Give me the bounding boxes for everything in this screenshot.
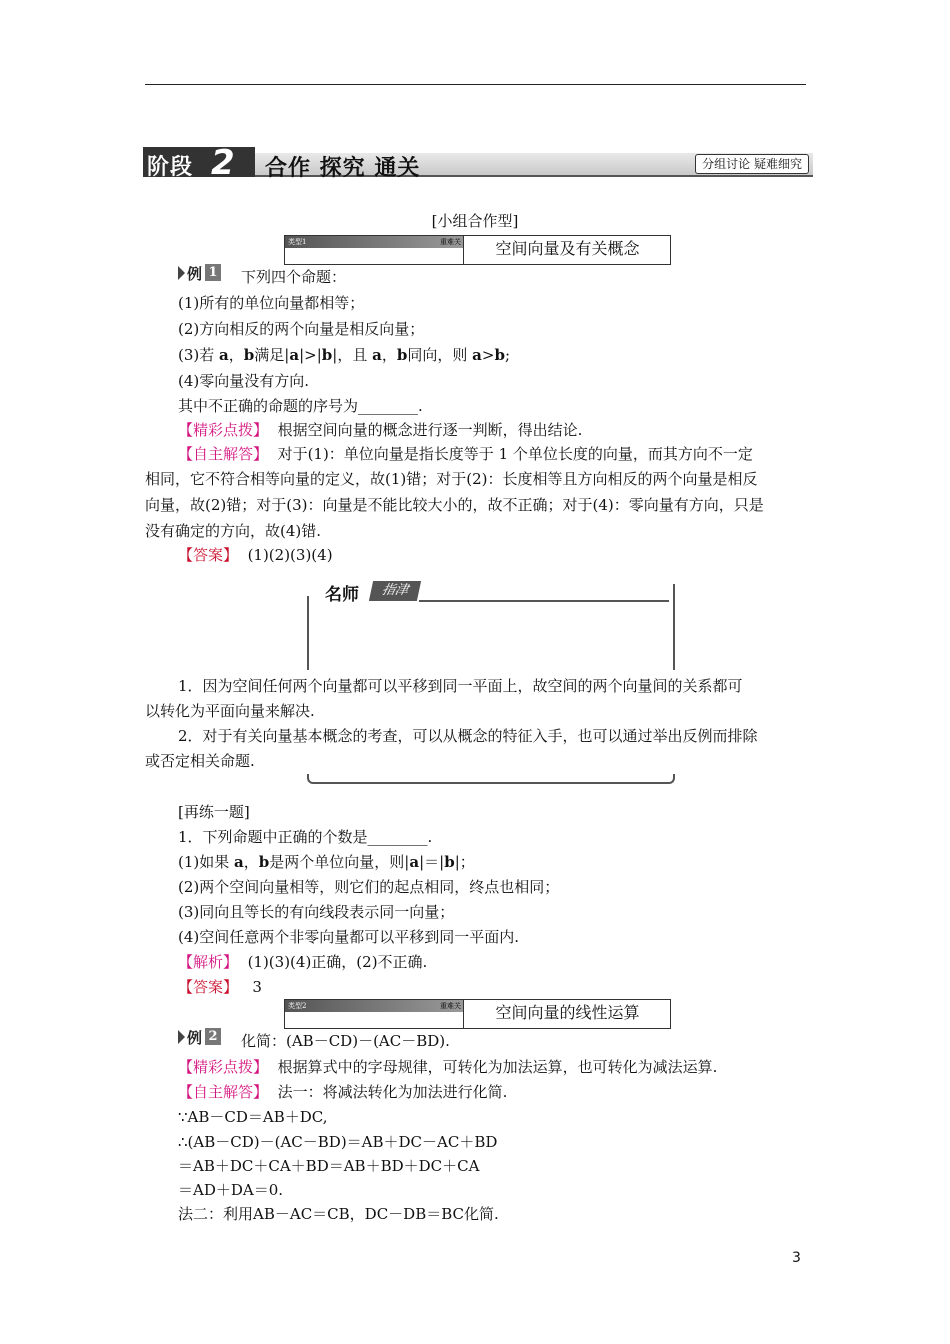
- vector-a: a: [372, 346, 382, 364]
- type-title: 空间向量的线性运算: [463, 1000, 671, 1028]
- solution-label: 【自主解答】: [178, 1083, 269, 1101]
- ex1-solution-line2: 相同，它不符合相等向量的定义，故(1)错；对于(2)：长度相等且方向相反的两个向量是相反: [145, 470, 758, 488]
- header-rule: [145, 84, 806, 85]
- vector-a: a: [409, 853, 420, 871]
- vector-b: b: [321, 346, 333, 364]
- example-badge-1: [178, 264, 222, 282]
- tips-word-2: 指津: [369, 581, 421, 601]
- text: |>|: [299, 346, 322, 364]
- stage-number: 2: [211, 143, 235, 183]
- ex1-answer: [178, 544, 333, 565]
- text: 同向，则: [407, 346, 473, 364]
- ex1-hint: [178, 419, 582, 440]
- practice-question: 1．下列命题中正确的个数是________.: [178, 828, 433, 846]
- hint-text: 根据空间向量的概念进行逐一判断，得出结论.: [277, 421, 583, 439]
- ex2-step3: ＝AB＋DC＋CA＋BD＝AB＋BD＋DC＋CA: [178, 1157, 480, 1175]
- ex1-item1: (1)所有的单位向量都相等；: [178, 294, 365, 312]
- answer-label: 【答案】: [178, 546, 239, 564]
- stage-banner: [143, 143, 813, 183]
- ex1-item4: (4)零向量没有方向.: [178, 372, 310, 390]
- example-badge-2: [178, 1028, 222, 1046]
- analysis-label: 【解析】: [178, 953, 239, 971]
- triangle-icon: [178, 266, 185, 280]
- text: >: [481, 346, 495, 364]
- banner-title: 合作 探究 通关: [265, 156, 421, 181]
- text: 是两个单位向量，则|: [269, 853, 410, 871]
- text: ，: [243, 853, 259, 871]
- practice-item1: [178, 851, 475, 872]
- vector-b: b: [396, 346, 408, 364]
- ex2-step1: ∵AB－CD＝AB＋DC,: [178, 1108, 328, 1126]
- solution-label: 【自主解答】: [178, 445, 269, 463]
- vector-b: b: [258, 853, 270, 871]
- section-label: [小组合作型]: [431, 212, 519, 230]
- practice-analysis: [178, 951, 427, 972]
- tips-p1-line1: 1．因为空间任何两个向量都可以平移到同一平面上，故空间的两个向量间的关系都可: [178, 677, 743, 695]
- tips-bottom-line: [307, 774, 675, 784]
- tips-left-line: [307, 596, 309, 670]
- type-bar-2-tab: [285, 1000, 463, 1012]
- hint-label: 【精彩点拨】: [178, 1058, 269, 1076]
- text: ;: [504, 346, 510, 364]
- vector-b: b: [494, 346, 505, 364]
- tips-p1-line2: 以转化为平面向量来解决.: [145, 702, 315, 720]
- text: (1)如果: [178, 853, 235, 871]
- example-word: 例: [187, 1029, 203, 1047]
- vector-b: b: [243, 346, 255, 364]
- ex2-step5: 法二：利用AB－AC＝CB，DC－DB＝BC化简.: [178, 1205, 499, 1223]
- ex2-solution: [178, 1081, 507, 1102]
- example-word: 例: [187, 265, 203, 283]
- ex1-item3: [178, 344, 510, 365]
- practice-item2: (2)两个空间向量相等，则它们的起点相同，终点也相同；: [178, 878, 560, 896]
- text: |；: [454, 853, 475, 871]
- tips-p2-line1: 2．对于有关向量基本概念的考查，可以从概念的特征入手，也可以通过举出反例而排除: [178, 727, 758, 745]
- text: ，: [228, 346, 244, 364]
- triangle-icon: [178, 1030, 185, 1044]
- answer-label: 【答案】: [178, 978, 239, 996]
- example-number: 2: [205, 1028, 221, 1045]
- type-bar-1-tab: [285, 236, 463, 248]
- ex1-solution-line3: 向量，故(2)错；对于(3)：向量是不能比较大小的，故不正确；对于(4)：零向量有方向，只是: [145, 496, 764, 514]
- banner-tag: 分组讨论 疑难细究: [695, 154, 809, 174]
- practice-item3: (3)同向且等长的有向线段表示同一向量；: [178, 903, 455, 921]
- ex2-step2: ∴(AB－CD)－(AC－BD)＝AB＋DC－AC＋BD: [178, 1133, 498, 1151]
- solution-text: 法一：将减法转化为加法进行化简.: [277, 1083, 508, 1101]
- text: |，且: [332, 346, 373, 364]
- type-tag: 类型1: [288, 238, 307, 246]
- ex2-hint: [178, 1056, 717, 1077]
- text: 满足|: [254, 346, 290, 364]
- hint-label: 【精彩点拨】: [178, 421, 269, 439]
- ex1-solution-line1: [178, 443, 753, 464]
- solution-text: 对于(1)：单位向量是指长度等于 1 个单位长度的向量，而其方向不一定: [277, 445, 753, 463]
- ex1-intro: 下列四个命题：: [241, 268, 347, 286]
- stage-box: [143, 143, 255, 183]
- hint-text: 根据算式中的字母规律，可转化为加法运算，也可转化为减法运算.: [277, 1058, 718, 1076]
- teacher-tips-header: [317, 578, 427, 604]
- analysis-text: (1)(3)(4)正确，(2)不正确.: [247, 953, 428, 971]
- page-number: 3: [792, 1250, 801, 1266]
- tips-p2-line2: 或否定相关命题.: [145, 752, 255, 770]
- ex1-question: 其中不正确的命题的序号为________.: [178, 397, 423, 415]
- stage-word: 阶段: [147, 155, 194, 180]
- answer-text: 3: [252, 978, 262, 996]
- example-number: 1: [205, 264, 221, 281]
- practice-item4: (4)空间任意两个非零向量都可以平移到同一平面内.: [178, 928, 520, 946]
- practice-answer: [178, 976, 262, 997]
- tips-word-1: 名师: [325, 585, 359, 605]
- ex2-step4: ＝AD＋DA＝0.: [178, 1181, 284, 1199]
- type-title: 空间向量及有关概念: [463, 236, 671, 264]
- text: (3)若: [178, 346, 220, 364]
- text: |＝|: [419, 853, 445, 871]
- practice-label: [再练一题]: [178, 803, 250, 821]
- vector-a: a: [289, 346, 300, 364]
- ex1-item2: (2)方向相反的两个向量是相反向量；: [178, 320, 425, 338]
- type-bar-1: [284, 235, 671, 265]
- vector-a: a: [219, 346, 229, 364]
- ex1-solution-line4: 没有确定的方向，故(4)错.: [145, 522, 322, 540]
- ex2-intro: 化简：(AB－CD)－(AC－BD).: [241, 1032, 450, 1050]
- tips-right-line: [673, 584, 675, 670]
- type-tag: 类型2: [288, 1002, 307, 1010]
- type-right-tag: 重难关: [440, 238, 461, 246]
- text: ，: [381, 346, 397, 364]
- tips-top-line: [419, 600, 669, 602]
- type-right-tag: 重难关: [440, 1002, 461, 1010]
- answer-text: (1)(2)(3)(4): [247, 546, 333, 564]
- vector-a: a: [234, 853, 244, 871]
- vector-a: a: [472, 346, 482, 364]
- vector-b: b: [444, 853, 455, 871]
- type-bar-2: [284, 999, 671, 1029]
